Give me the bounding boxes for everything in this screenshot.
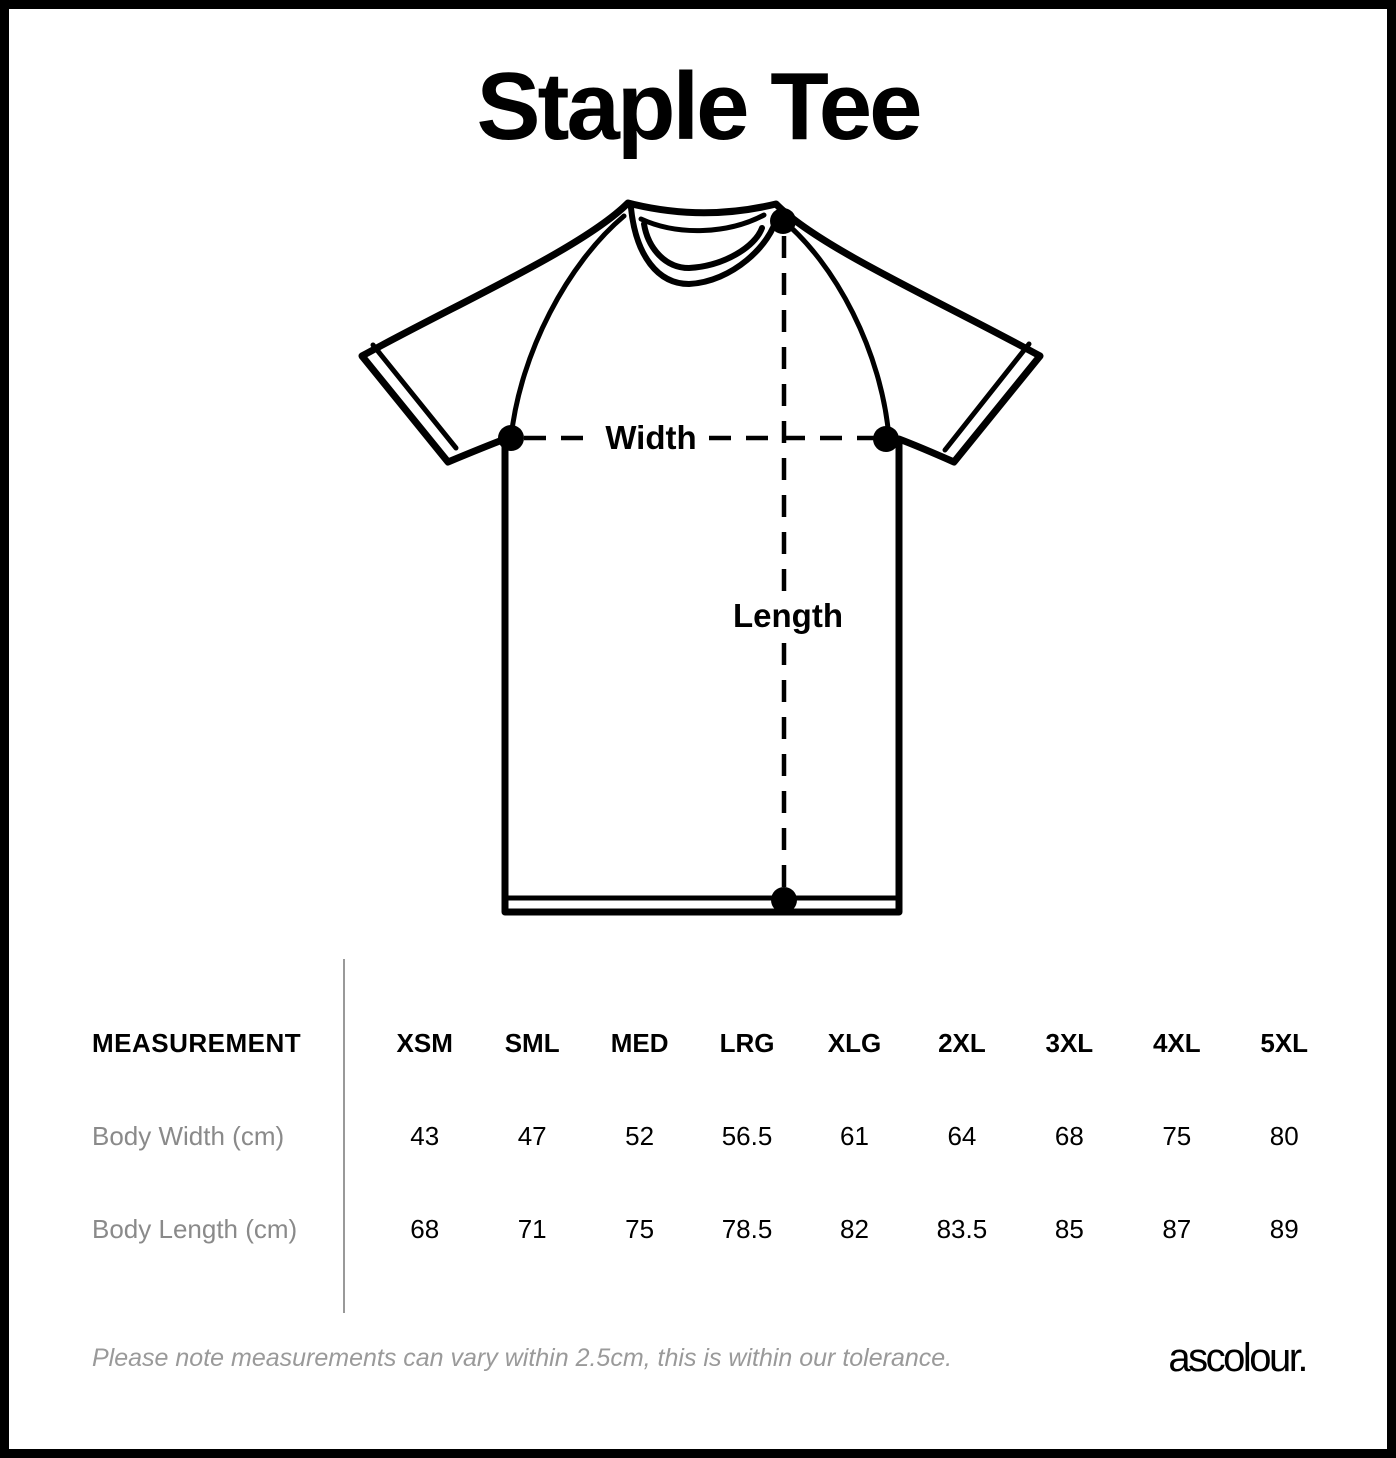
body-length-5xl: 89 [1269,1214,1299,1244]
size-table [0,997,1396,1276]
body-length-values [371,1183,1338,1276]
body-width-4xl: 75 [1162,1121,1192,1151]
size-header-5xl: 5XL [1260,1028,1309,1058]
page-title: Staple Tee [476,53,920,160]
body-width-5xl: 80 [1269,1121,1299,1151]
body-width-row [0,1090,1396,1183]
tee-diagram [348,188,1048,918]
size-header-2xl: 2XL [938,1028,986,1058]
body-width-3xl: 68 [1054,1121,1084,1151]
body-length-4xl: 87 [1162,1214,1192,1244]
body-length-xsm: 68 [410,1214,440,1244]
size-header-xlg: XLG [827,1028,882,1058]
body-length-med: 75 [625,1214,655,1244]
size-header-4xl: 4XL [1152,1028,1201,1058]
brand-wordmark: ascolour. [1168,1335,1306,1380]
size-header-xsm: XSM [396,1028,453,1058]
body-length-sml: 71 [517,1214,547,1244]
tolerance-note: Please note measurements can vary within 2.5cm, this is within our tolerance. [92,1343,953,1372]
tshirt-silhouette [362,203,1040,912]
table-header-row [0,997,1396,1090]
size-header-sml: SML [504,1028,560,1058]
tshirt-outline-graphic [348,188,1048,918]
right-armpit-dot [873,426,899,452]
size-header-cells [371,997,1338,1090]
body-width-2xl: 64 [947,1121,977,1151]
body-length-lrg: 78.5 [721,1214,773,1244]
body-width-xsm: 43 [410,1121,440,1151]
measurement-header: MEASUREMENT [92,1028,302,1058]
body-width-med: 52 [625,1121,655,1151]
footer [0,1330,1396,1386]
body-width-values [371,1090,1338,1183]
left-armpit-dot [498,425,524,451]
size-header-lrg: LRG [719,1028,775,1058]
body-length-label: Body Length (cm) [92,1214,298,1244]
body-length-2xl: 83.5 [936,1214,988,1244]
shoulder-point-dot [770,208,796,234]
body-width-xlg: 61 [840,1121,869,1151]
length-measure-label: Length [733,597,843,634]
size-header-med: MED [610,1028,669,1058]
hem-point-dot [771,887,797,913]
body-width-lrg: 56.5 [721,1121,773,1151]
width-measure-label: Width [605,419,697,456]
body-width-label: Body Width (cm) [92,1121,285,1151]
body-length-3xl: 85 [1054,1214,1084,1244]
body-length-xlg: 82 [840,1214,869,1244]
body-width-sml: 47 [517,1121,547,1151]
body-length-row [0,1183,1396,1276]
size-header-3xl: 3XL [1045,1028,1094,1058]
